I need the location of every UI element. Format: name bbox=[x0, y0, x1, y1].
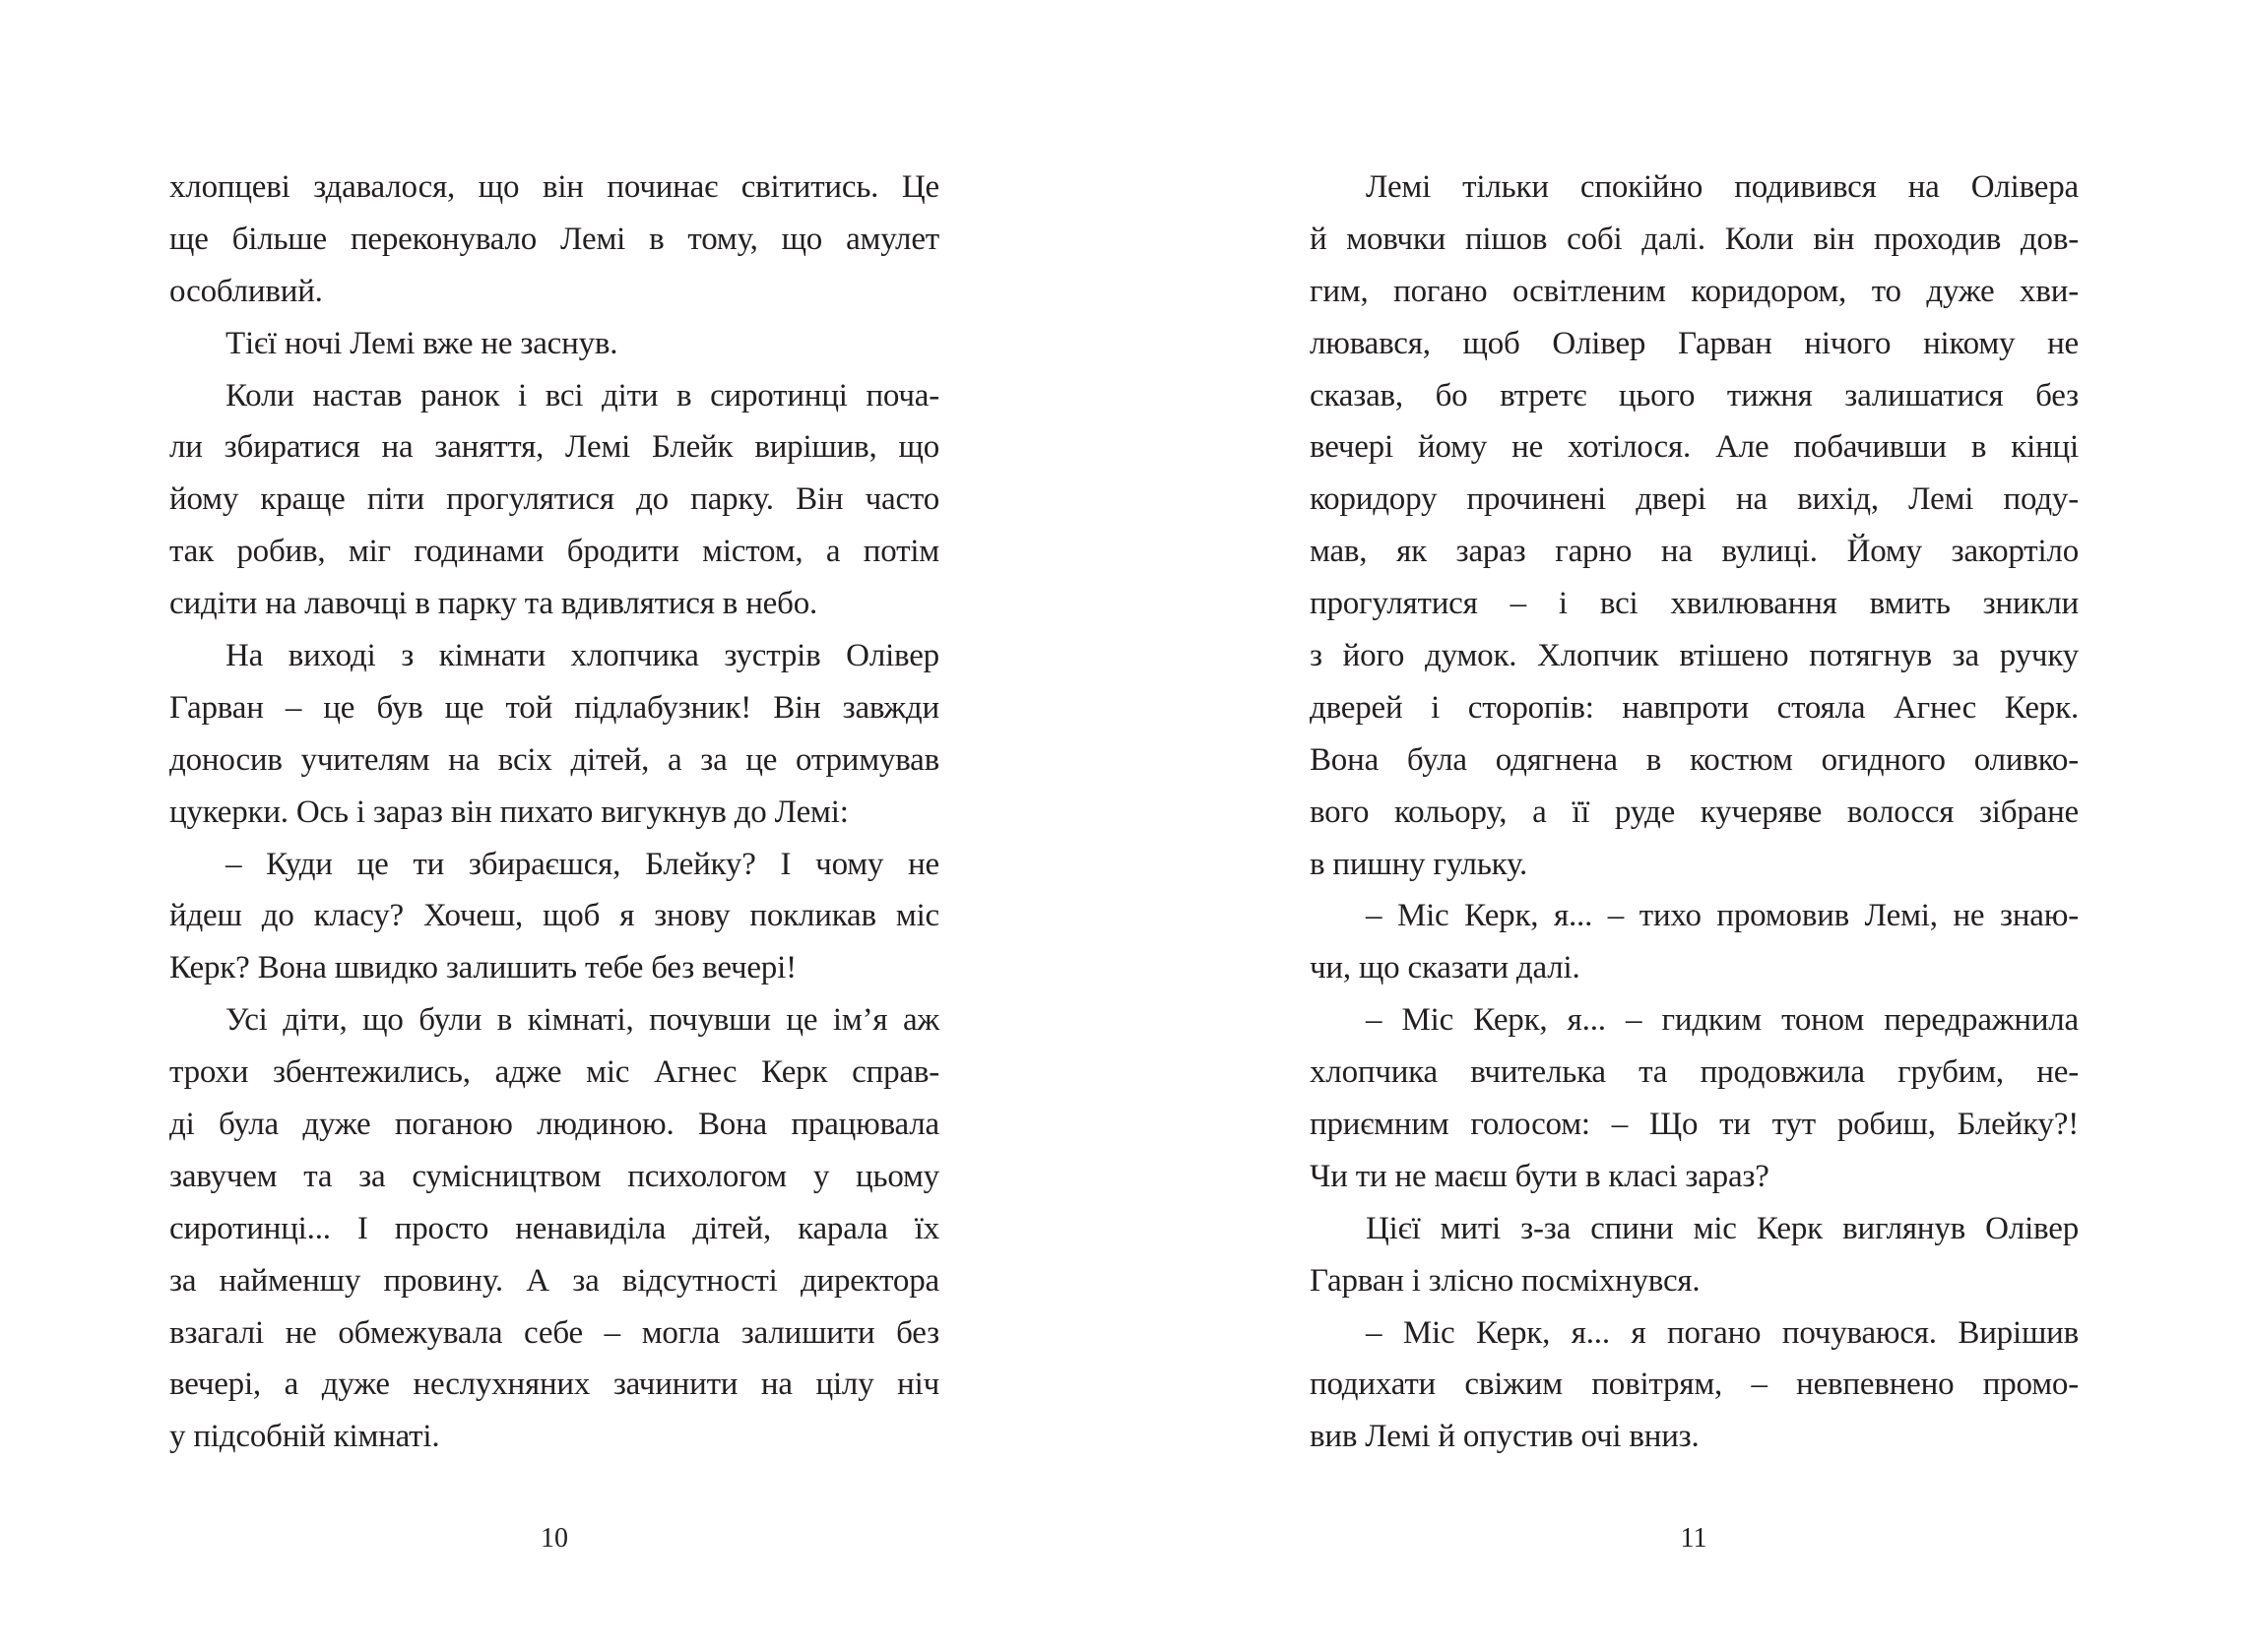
text-line: Гарван – це був ще той підлабузник! Він завжди bbox=[169, 689, 939, 726]
text-line: Тієї ночі Лемі вже не заснув. bbox=[225, 325, 618, 361]
text-line: так робив, міг годинами бродити містом, а потім bbox=[169, 534, 939, 570]
text-line: Лемі тільки спокійно подивився на Олівера bbox=[1366, 169, 2079, 205]
paragraph bbox=[1310, 890, 2079, 994]
text-line: – Куди це ти збираєшся, Блейку? І чому не bbox=[225, 846, 939, 882]
text-line: – Міс Керк, я... – тихо промовив Лемі, не знаю- bbox=[1366, 898, 2079, 934]
text-line: йому краще піти прогулятися до парку. Він часто bbox=[169, 481, 939, 518]
page-number-right: 11 bbox=[1680, 1523, 1707, 1554]
paragraph bbox=[1310, 161, 2079, 890]
text-line: хлопчика вчителька та продовжила грубим, не- bbox=[1310, 1054, 2079, 1091]
paragraph bbox=[1310, 1203, 2079, 1307]
paragraph bbox=[1310, 1307, 2079, 1464]
text-line: хлопцеві здавалося, що він починає світитись. Це bbox=[169, 169, 939, 205]
left-page-text bbox=[169, 161, 939, 1463]
text-line: гим, погано освітленим коридором, то дуже хви- bbox=[1310, 273, 2079, 309]
text-line: взагалі не обмежувала себе – могла залишити без bbox=[169, 1314, 939, 1351]
text-line: з його думок. Хлопчик втішено потягнув за ручку bbox=[1310, 638, 2079, 674]
right-page-text bbox=[1310, 161, 2079, 1463]
text-line: особливий. bbox=[169, 273, 323, 309]
text-line: завучем та за сумісництвом психологом у цьому bbox=[169, 1158, 939, 1194]
text-line: вечері йому не хотілося. Але побачивши в кінці bbox=[1310, 429, 2079, 466]
paragraph bbox=[169, 630, 939, 839]
text-line: ли збиратися на заняття, Лемі Блейк вирішив, що bbox=[169, 429, 939, 466]
text-line: вого кольору, а її руде кучеряве волосся зібране bbox=[1310, 794, 2079, 830]
text-line: сидіти на лавочці в парку та вдивлятися в небо. bbox=[169, 586, 818, 622]
text-line: доносив учителям на всіх дітей, а за це отримував bbox=[169, 741, 939, 778]
paragraph bbox=[169, 839, 939, 995]
text-line: Керк? Вона швидко залишить тебе без вечері! bbox=[169, 950, 797, 986]
paragraph bbox=[169, 370, 939, 630]
page-number-left: 10 bbox=[541, 1523, 568, 1554]
text-line: Гарван і злісно посміхнувся. bbox=[1310, 1262, 1701, 1299]
text-line: приємним голосом: – Що ти тут робиш, Блейку?! bbox=[1310, 1107, 2079, 1143]
text-line: Чи ти не маєш бути в класі зараз? bbox=[1310, 1158, 1769, 1194]
text-line: цукерки. Ось і зараз він пихато вигукнув до Лемі: bbox=[169, 794, 849, 830]
text-line: сиротинці... І просто ненавиділа дітей, карала їх bbox=[169, 1210, 939, 1246]
paragraph bbox=[169, 161, 939, 318]
text-line: в пишну гульку. bbox=[1310, 846, 1528, 882]
text-line: сказав, бо втретє цього тижня залишатися без bbox=[1310, 377, 2079, 413]
text-line: дверей і сторопів: навпроти стояла Агнес Керк. bbox=[1310, 689, 2079, 726]
text-line: На виході з кімнати хлопчика зустрів Олівер bbox=[225, 638, 939, 674]
text-line: й мовчки пішов собі далі. Коли він проходив дов- bbox=[1310, 221, 2079, 257]
text-line: йдеш до класу? Хочеш, щоб я знову покликав міс bbox=[169, 898, 939, 934]
text-line: чи, що сказати далі. bbox=[1310, 950, 1580, 986]
text-line: Цієї миті з-за спини міс Керк виглянув Олівер bbox=[1366, 1210, 2079, 1246]
text-line: вив Лемі й опустив очі вниз. bbox=[1310, 1419, 1700, 1455]
text-line: лювався, щоб Олівер Гарван нічого нікому не bbox=[1310, 325, 2079, 361]
text-line: ще більше переконувало Лемі в тому, що амулет bbox=[169, 221, 939, 257]
text-line: у підсобній кімнаті. bbox=[169, 1419, 440, 1455]
text-line: коридору прочинені двері на вихід, Лемі поду- bbox=[1310, 481, 2079, 518]
text-line: прогулятися – і всі хвилювання вмить зникли bbox=[1310, 586, 2079, 622]
paragraph bbox=[169, 994, 939, 1463]
paragraph bbox=[169, 318, 939, 370]
text-line: Усі діти, що були в кімнаті, почувши це ім’я аж bbox=[225, 1002, 939, 1039]
text-line: трохи збентежились, адже міс Агнес Керк справ- bbox=[169, 1054, 939, 1091]
text-line: Коли настав ранок і всі діти в сиротинці поча- bbox=[225, 377, 939, 413]
text-line: – Міс Керк, я... – гидким тоном передражнила bbox=[1366, 1002, 2079, 1039]
paragraph bbox=[1310, 994, 2079, 1203]
text-line: ді була дуже поганою людиною. Вона працювала bbox=[169, 1107, 939, 1143]
text-line: за найменшу провину. А за відсутності директора bbox=[169, 1262, 939, 1299]
text-line: мав, як зараз гарно на вулиці. Йому закортіло bbox=[1310, 534, 2079, 570]
text-line: вечері, а дуже неслухняних зачинити на цілу ніч bbox=[169, 1366, 939, 1403]
text-line: подихати свіжим повітрям, – невпевнено промо- bbox=[1310, 1366, 2079, 1403]
text-line: – Міс Керк, я... я погано почуваюся. Вирішив bbox=[1366, 1314, 2079, 1351]
text-line: Вона була одягнена в костюм огидного оливко- bbox=[1310, 741, 2079, 778]
